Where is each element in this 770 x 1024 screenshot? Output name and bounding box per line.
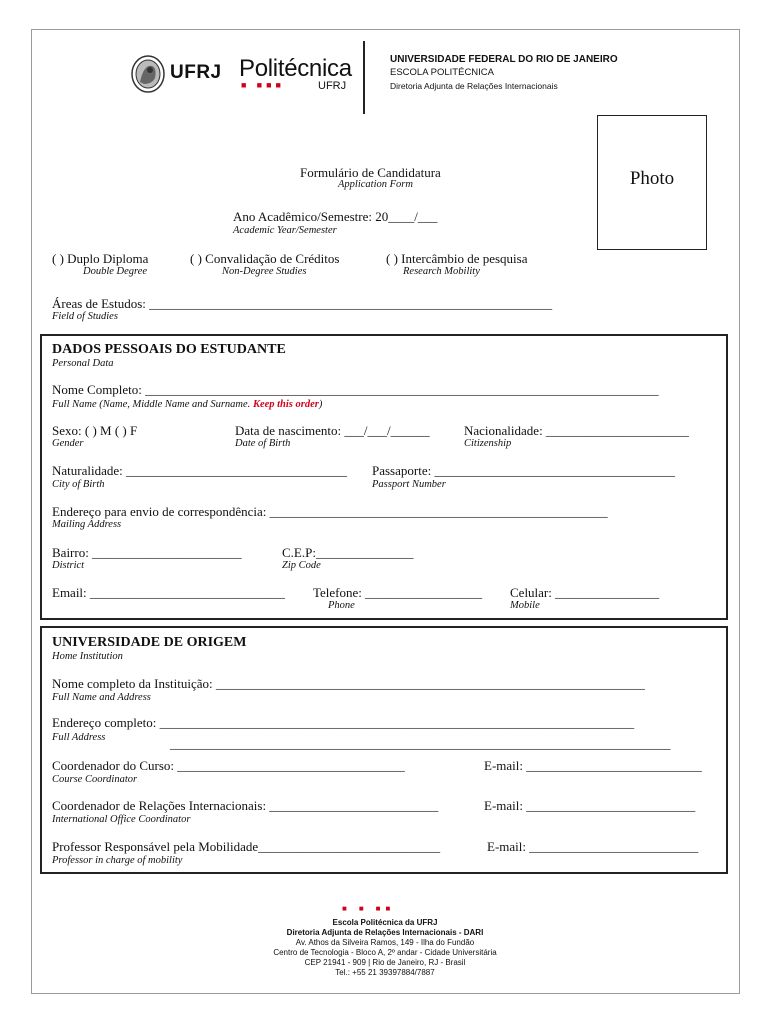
passport-en: Passport Number [372, 479, 446, 490]
personal-data-title: DADOS PESSOAIS DO ESTUDANTE [52, 342, 286, 357]
full-address-en: Full Address [52, 732, 106, 743]
course-coordinator-email[interactable]: E-mail: ___________________________ [484, 758, 702, 773]
intl-coordinator-en: International Office Coordinator [52, 814, 191, 825]
footer-line-2: Diretoria Adjunta de Relações Internacionais - DARI [286, 928, 484, 937]
mobile-en: Mobile [510, 600, 540, 611]
institution-name-field[interactable]: Nome completo da Instituição: __________________________________________________________________ [52, 676, 645, 691]
keep-order-note: Keep this order [252, 399, 319, 410]
field-of-studies-input[interactable]: Áreas de Estudos: ______________________________________________________________ [52, 296, 553, 311]
footer-dots-icon: ■ ■ ■■ [342, 904, 396, 913]
program-credit-validation[interactable]: ( ) Convalidação de Créditos [190, 251, 340, 266]
phone-en: Phone [328, 600, 355, 611]
footer-line-4: Centro de Tecnologia - Bloco A, 2º andar - Cidade Universitária [273, 948, 497, 957]
header-university: UNIVERSIDADE FEDERAL DO RIO DE JANEIRO [390, 54, 618, 65]
photo-label: Photo [629, 168, 675, 189]
politecnica-logo-sub: UFRJ [318, 80, 347, 92]
academic-year-field[interactable]: Ano Acadêmico/Semestre: 20____/___ [233, 209, 438, 224]
nationality-field[interactable]: Nacionalidade: ______________________ [464, 423, 689, 438]
program-research[interactable]: ( ) Intercâmbio de pesquisa [386, 251, 528, 266]
birthplace-field[interactable]: Naturalidade: __________________________________ [52, 463, 347, 478]
full-name-en: Full Name (Name, Middle Name and Surname. Keep this order) [52, 399, 323, 410]
full-address-field[interactable]: Endereço completo: _________________________________________________________________________ [52, 715, 635, 730]
dob-en: Date of Birth [235, 438, 291, 449]
header-department: Diretoria Adjunta de Relações Internacionais [390, 81, 558, 91]
form-title: Formulário de Candidatura [300, 165, 441, 180]
sex-en: Gender [52, 438, 84, 449]
district-field[interactable]: Bairro: _______________________ [52, 545, 242, 560]
intl-coordinator-email[interactable]: E-mail: __________________________ [484, 798, 696, 813]
zip-field[interactable]: C.E.P:_______________ [282, 545, 414, 560]
ufrj-seal-icon [130, 54, 166, 94]
zip-en: Zip Code [282, 560, 321, 571]
program-double-degree-en: Double Degree [83, 266, 148, 277]
header-school: ESCOLA POLITÉCNICA [390, 67, 495, 78]
field-of-studies-en: Field of Studies [52, 311, 118, 322]
birthplace-en: City of Birth [52, 479, 105, 490]
course-coordinator-field[interactable]: Coordenador do Curso: ___________________________________ [52, 758, 405, 773]
intl-coordinator-field[interactable]: Coordenador de Relações Internacionais: __________________________ [52, 798, 439, 813]
passport-field[interactable]: Passaporte: _____________________________________ [372, 463, 675, 478]
home-institution-subtitle: Home Institution [52, 651, 123, 662]
footer-line-5: CEP 21941 - 909 | Rio de Janeiro, RJ - Brasil [304, 958, 466, 967]
ufrj-logo-text: UFRJ [170, 62, 222, 83]
form-title-en: Application Form [338, 179, 413, 190]
header-divider [363, 41, 365, 114]
email-field[interactable]: Email: ______________________________ [52, 585, 285, 600]
nationality-en: Citizenship [464, 438, 512, 449]
program-credit-validation-en: Non-Degree Studies [222, 266, 307, 277]
course-coordinator-en: Course Coordinator [52, 774, 138, 785]
academic-year-en: Academic Year/Semester [233, 225, 337, 236]
politecnica-logo-text: Politécnica [239, 55, 352, 82]
institution-name-en: Full Name and Address [52, 692, 151, 703]
professor-en: Professor in charge of mobility [52, 855, 183, 866]
program-double-degree[interactable]: ( ) Duplo Diploma [52, 251, 149, 266]
politecnica-dots-icon: ■ ■■■ [241, 80, 285, 90]
district-en: District [52, 560, 85, 571]
program-research-en: Research Mobility [403, 266, 480, 277]
full-name-field[interactable]: Nome Completo: _______________________________________________________________________________ [52, 382, 659, 397]
mailing-address-en: Mailing Address [52, 519, 122, 530]
mailing-address-field[interactable]: Endereço para envio de correspondência: ____________________________________________________ [52, 504, 608, 519]
photo-box[interactable] [597, 115, 707, 250]
professor-field[interactable]: Professor Responsável pela Mobilidade____________________________ [52, 839, 441, 854]
mobile-field[interactable]: Celular: ________________ [510, 585, 660, 600]
footer-line-3: Av. Athos da Silveira Ramos, 149 - Ilha do Fundão [295, 938, 475, 947]
professor-email[interactable]: E-mail: __________________________ [487, 839, 699, 854]
footer-line-1: Escola Politécnica da UFRJ [332, 918, 438, 927]
full-address-line2[interactable]: _____________________________________________________________________________ [170, 736, 671, 751]
sex-field[interactable]: Sexo: ( ) M ( ) F [52, 423, 138, 438]
footer-line-6: Tel.: +55 21 39397884/7887 [335, 968, 435, 977]
phone-field[interactable]: Telefone: __________________ [313, 585, 483, 600]
dob-field[interactable]: Data de nascimento: ___/___/______ [235, 423, 430, 438]
home-institution-title: UNIVERSIDADE DE ORIGEM [52, 635, 247, 650]
personal-data-subtitle: Personal Data [52, 358, 114, 369]
